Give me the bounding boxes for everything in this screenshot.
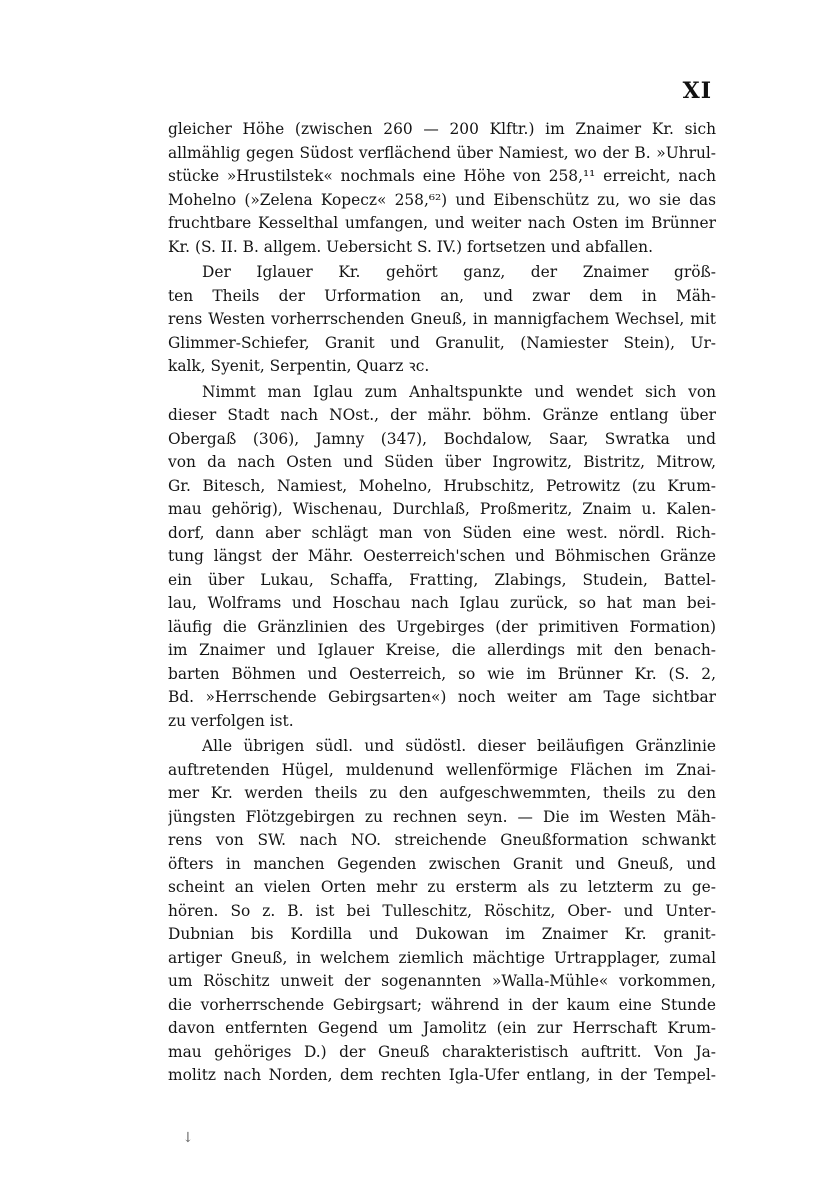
text-line: hören. So z. B. ist bei Tulleschitz, Röschitz, Ober- und Unter- xyxy=(168,901,716,920)
text-line: stücke »Hrustilstek« nochmals eine Höhe von 258,¹¹ erreicht, nach xyxy=(168,167,716,185)
paragraph xyxy=(168,381,716,734)
text-line: rens Westen vorherrschenden Gneuß, in mannigfachem Wechsel, mit xyxy=(168,310,716,328)
text-line: zu verfolgen ist. xyxy=(168,711,294,730)
text-line: jüngsten Flötzgebirgen zu rechnen seyn. — Die im Westen Mäh- xyxy=(168,807,716,826)
text-line: barten Böhmen und Oesterreich, so wie im Brünner Kr. (S. 2, xyxy=(168,664,716,683)
text-line: Gr. Bitesch, Namiest, Mohelno, Hrubschitz, Petrowitz (zu Krum- xyxy=(168,476,716,495)
paragraph xyxy=(168,261,716,379)
text-line: mau gehöriges D.) der Gneuß charakteristisch auftritt. Von Ja- xyxy=(168,1042,716,1061)
text-line: Glimmer-Schiefer, Granit und Granulit, (Namiester Stein), Ur- xyxy=(168,333,716,352)
text-line: dieser Stadt nach NOst., der mähr. böhm. Gränze entlang über xyxy=(168,406,716,424)
text-line: Dubnian bis Kordilla und Dukowan im Znaimer Kr. granit- xyxy=(168,925,716,943)
text-line: ten Theils der Urformation an, und zwar dem in Mäh- xyxy=(168,286,716,305)
text-line: Der Iglauer Kr. gehört ganz, der Znaimer größ- xyxy=(202,263,716,281)
text-line: Kr. (S. II. B. allgem. Uebersicht S. IV.) fortsetzen und abfallen. xyxy=(168,237,653,256)
text-line: mer Kr. werden theils zu den aufgeschwemmten, theils zu den xyxy=(168,784,716,802)
text-line: ein über Lukau, Schaffa, Fratting, Zlabings, Studein, Battel- xyxy=(168,570,716,589)
text-line: gleicher Höhe (zwischen 260 — 200 Klftr.) im Znaimer Kr. sich xyxy=(168,120,716,138)
text-line: die vorherrschende Gebirgsart; während in der kaum eine Stunde xyxy=(168,995,716,1014)
text-line: um Röschitz unweit der sogenannten »Walla-Mühle« vorkommen, xyxy=(168,972,716,990)
text-line: rens von SW. nach NO. streichende Gneußformation schwankt xyxy=(168,831,716,849)
paragraph xyxy=(168,735,716,1088)
text-line: öfters in manchen Gegenden zwischen Granit und Gneuß, und xyxy=(168,854,716,873)
body-text xyxy=(168,118,716,1088)
text-line: mau gehörig), Wischenau, Durchlaß, Proßmeritz, Znaim u. Kalen- xyxy=(168,500,716,518)
text-line: dorf, dann aber schlägt man von Süden eine west. nördl. Rich- xyxy=(168,523,716,542)
margin-mark: ↓ xyxy=(182,1130,194,1146)
text-line: lau, Wolframs und Hoschau nach Iglau zurück, so hat man bei- xyxy=(168,594,716,612)
text-line: Alle übrigen südl. und südöstl. dieser beiläufigen Gränzlinie xyxy=(202,737,716,755)
text-line: allmählig gegen Südost verflächend über Namiest, wo der B. »Uhrul- xyxy=(168,143,716,162)
text-line: läufig die Gränzlinien des Urgebirges (der primitiven Formation) xyxy=(168,617,716,636)
text-line: kalk, Syenit, Serpentin, Quarz ꝛc. xyxy=(168,357,430,375)
text-line: von da nach Osten und Süden über Ingrowitz, Bistritz, Mitrow, xyxy=(168,453,716,471)
text-line: Bd. »Herrschende Gebirgsarten«) noch weiter am Tage sichtbar xyxy=(168,688,716,706)
text-line: im Znaimer und Iglauer Kreise, die allerdings mit den benach- xyxy=(168,641,716,659)
text-line: artiger Gneuß, in welchem ziemlich mächtige Urtrapplager, zumal xyxy=(168,948,716,967)
text-line: molitz nach Norden, dem rechten Igla-Ufer entlang, in der Tempel- xyxy=(168,1066,716,1084)
paragraph xyxy=(168,118,716,259)
text-line: tung längst der Mähr. Oesterreich'schen und Böhmischen Gränze xyxy=(168,547,716,565)
text-line: Mohelno (»Zelena Kopecz« 258,⁶²) und Eibenschütz zu, wo sie das xyxy=(168,190,716,209)
text-line: scheint an vielen Orten mehr zu ersterm als zu letzterm zu ge- xyxy=(168,878,716,896)
text-line: auftretenden Hügel, muldenund wellenförmige Flächen im Znai- xyxy=(168,760,716,779)
page-number: XI xyxy=(682,78,712,104)
text-line: davon entfernten Gegend um Jamolitz (ein zur Herrschaft Krum- xyxy=(168,1019,716,1037)
text-line: Obergaß (306), Jamny (347), Bochdalow, Saar, Swratka und xyxy=(168,429,716,448)
text-line: Nimmt man Iglau zum Anhaltspunkte und wendet sich von xyxy=(202,382,716,401)
text-line: fruchtbare Kesselthal umfangen, und weiter nach Osten im Brünner xyxy=(168,214,716,232)
